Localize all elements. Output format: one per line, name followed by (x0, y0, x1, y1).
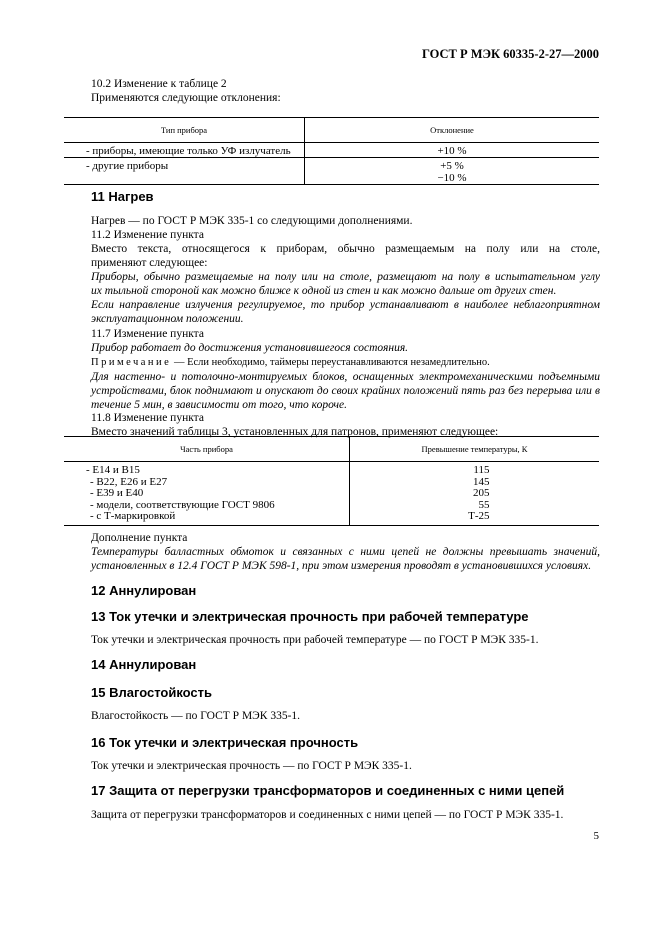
section-15-text: Влагостойкость — по ГОСТ Р МЭК 335-1. (91, 710, 301, 722)
table-cell: - другие приборы (64, 158, 305, 185)
deviation-minus: −10 % (437, 172, 467, 184)
clause-11-7-italic-2a: Для настенно- и потолочно-монтируемых блоков, оснащенных электромеханическими подъемными (91, 371, 600, 383)
part-e14: - Е14 и В15 (86, 464, 140, 476)
table-cell: +10 % (437, 145, 467, 157)
section-11-heading: 11 Нагрев (91, 189, 154, 204)
deviation-plus: +5 % (440, 160, 464, 172)
section-16-heading: 16 Ток утечки и электрическая прочность (91, 735, 359, 750)
deviation-table-header-type: Тип прибора (64, 118, 305, 143)
addition-italic-1: Температуры балластных обмоток и связанных с ними цепей не должны превышать значений, (91, 546, 600, 558)
clause-10-2-intro: Применяются следующие отклонения: (91, 92, 281, 104)
part-e39: - Е39 и Е40 (90, 487, 144, 499)
temperature-table-header-part: Часть прибора (64, 437, 350, 462)
clause-10-2-title: 10.2 Изменение к таблице 2 (91, 78, 227, 90)
table-row (64, 462, 599, 525)
clause-11-2-title: 11.2 Изменение пункта (91, 229, 204, 241)
table-row (64, 143, 599, 158)
section-14-heading: 14 Аннулирован (91, 657, 197, 672)
value-e14: 115 (473, 464, 490, 476)
clause-11-2-text-2: применяют следующее: (91, 257, 208, 269)
note-label: Примечание (91, 357, 172, 368)
section-13-heading: 13 Ток утечки и электрическая прочность при рабочей температуре (91, 609, 529, 624)
deviation-table-header-deviation: Отклонение (305, 118, 600, 143)
page-number: 5 (593, 830, 599, 842)
addition-title: Дополнение пункта (91, 532, 188, 544)
clause-11-2-italic-3: Если направление излучения регулируемое, то прибор устанавливают в наиболее неблагоприятном (91, 299, 600, 311)
clause-11-7-italic-2b: устройствами, блок поднимают и опускают до своих крайних положений пять раз без перерыва или в (91, 385, 600, 397)
part-gost9806: - модели, соответствующие ГОСТ 9806 (90, 498, 275, 511)
clause-11-7-title: 11.7 Изменение пункта (91, 328, 204, 340)
table-cell (64, 462, 350, 525)
deviation-table (64, 117, 599, 185)
section-17-heading: 17 Защита от перегрузки трансформаторов и соединенных с ними цепей (91, 783, 565, 798)
clause-11-2-text-1: Вместо текста, относящегося к приборам, обычно размещаемым на полу или на столе, (91, 243, 600, 255)
part-b22: - В22, Е26 и Е27 (90, 475, 168, 488)
clause-11-2-italic-4: эксплуатационном положении. (91, 313, 244, 325)
part-t-marked: - с Т-маркировкой (90, 510, 176, 522)
document-header: ГОСТ Р МЭК 60335-2-27—2000 (421, 47, 599, 61)
table-cell (305, 158, 600, 185)
clause-11-7-italic-2c: течение 5 мин, в зависимости от того, что короче. (91, 399, 348, 411)
value-b22: 145 (473, 475, 490, 488)
section-13-text: Ток утечки и электрическая прочность при рабочей температуре — по ГОСТ Р МЭК 335-1. (91, 634, 539, 646)
clause-11-7-italic: Прибор работает до достижения установившегося состояния. (91, 342, 409, 354)
temperature-table (64, 436, 599, 526)
table-row (64, 158, 599, 185)
temperature-table-header-value: Превышение температуры, К (350, 437, 600, 462)
clause-11-2-italic-1: Приборы, обычно размещаемые на полу или на столе, размещают на полу в испытательном углу (91, 271, 600, 283)
clause-11-8-text: Вместо значений таблицы 3, установленных для патронов, применяют следующее: (91, 426, 499, 438)
clause-11-7-note (91, 356, 490, 370)
section-17-text: Защита от перегрузки трансформаторов и соединенных с ними цепей — по ГОСТ Р МЭК 335-1. (91, 809, 564, 821)
clause-11-8-title: 11.8 Изменение пункта (91, 412, 204, 424)
note-text: — Если необходимо, таймеры переустанавливаются незамедлительно. (171, 357, 490, 368)
table-cell (350, 462, 600, 525)
value-e39: 205 (473, 487, 490, 499)
value-gost9806: 55 (478, 498, 490, 511)
value-t-marked: Т-25 (468, 510, 490, 522)
clause-11-2-italic-2: их тыльной стороной как можно ближе к одной из стен и как можно дальше от других стен. (91, 285, 557, 297)
section-15-heading: 15 Влагостойкость (91, 685, 213, 700)
section-16-text: Ток утечки и электрическая прочность — по ГОСТ Р МЭК 335-1. (91, 760, 412, 772)
table-cell: - приборы, имеющие только УФ излучатель (64, 143, 305, 158)
addition-italic-2: установленных в 12.4 ГОСТ Р МЭК 598-1, при этом измерения проводят в установившихся условиях. (91, 560, 592, 572)
section-12-heading: 12 Аннулирован (91, 583, 197, 598)
section-11-intro: Нагрев — по ГОСТ Р МЭК 335-1 со следующими дополнениями. (91, 215, 413, 227)
